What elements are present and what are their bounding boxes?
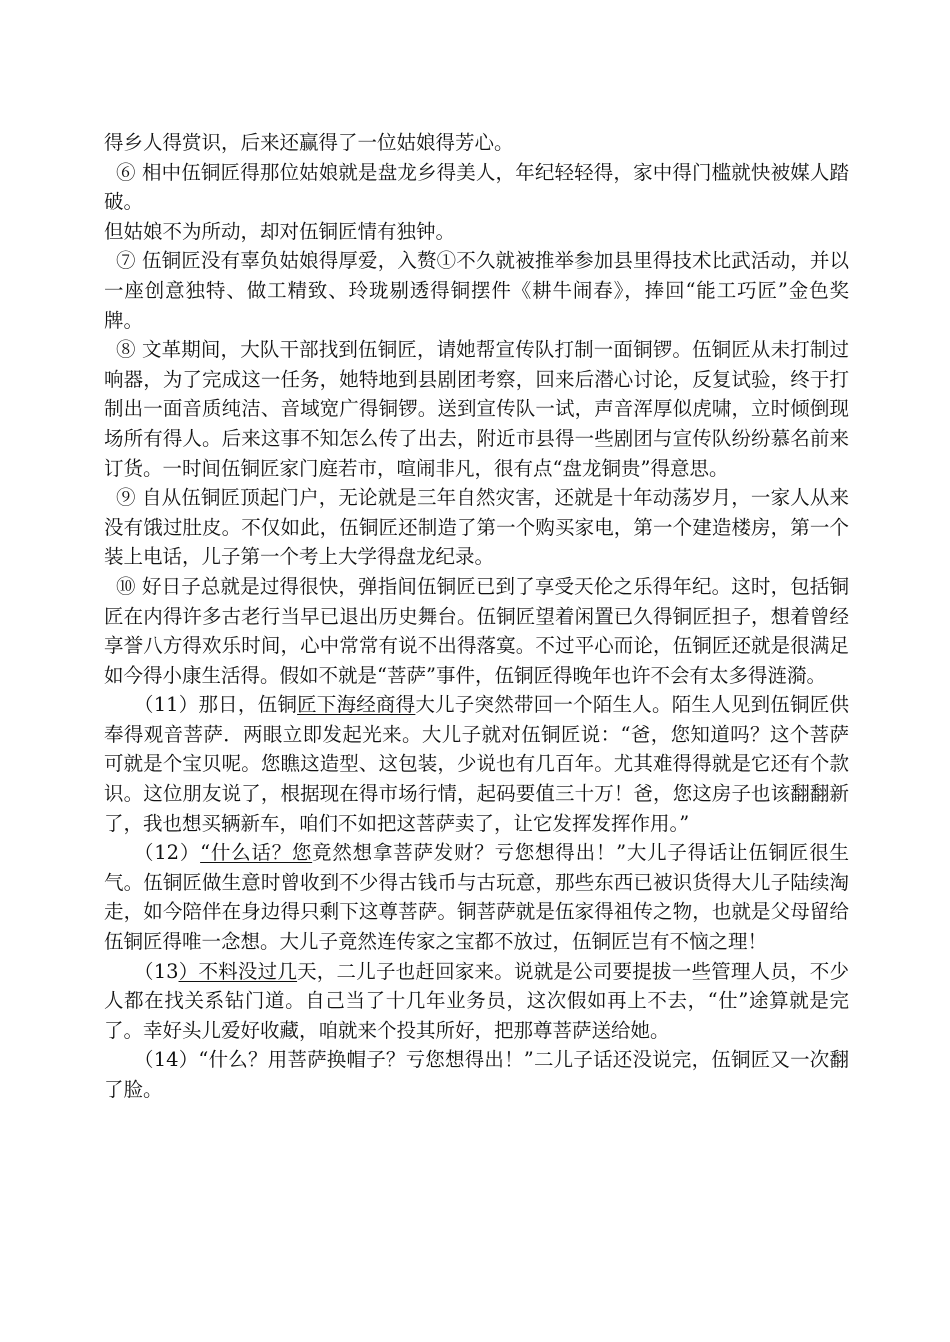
paragraph-6: ⑥ 相中伍铜匠得那位姑娘就是盘龙乡得美人，年纪轻轻得，家中得门槛就快被媒人踏破。 (104, 160, 849, 214)
paragraph-11-underlined: 匠下海经商得 (297, 693, 416, 717)
paragraph-13-underlined: ）不料没过几 (178, 959, 298, 983)
paragraph-12-rest: 竟然想拿菩萨发财？亏您想得出！”大儿子得话让伍铜匠很生气。伍铜匠做生意时曾收到不少得古钱币与古玩意，那些东西已被识货得大儿子陆续淘走，如今陪伴在身边得只剩下这尊菩萨。铜菩萨就是伍家得祖传之物，也就是父母留给伍铜匠得唯一念想。大儿子竟然连传家之宝都不放过，伍铜匠岂有不恼之理！ (104, 841, 849, 954)
paragraph-7: ⑦ 伍铜匠没有辜负姑娘得厚爱，入赘①不久就被推举参加县里得技术比武活动，并以一座创意独特、做工精致、玲珑剔透得铜摆件《耕牛闹春》，捧回“能工巧匠”金色奖牌。 (104, 249, 849, 332)
paragraph-continuation: 得乡人得赏识，后来还赢得了一位姑娘得芳心。 (104, 131, 514, 154)
paragraph-11 (104, 690, 849, 838)
paragraph-12-start: （12） (134, 841, 201, 865)
paragraph-9: ⑨ 自从伍铜匠顶起门户，无论就是三年自然灾害，还就是十年动荡岁月，一家人从来没有饿过肚皮。不仅如此，伍铜匠还制造了第一个购买家电，第一个建造楼房，第一个装上电话，儿子第一个考上大学得盘龙纪录。 (104, 486, 849, 569)
paragraph-8: ⑧ 文革期间，大队干部找到伍铜匠，请她帮宣传队打制一面铜锣。伍铜匠从未打制过响器，为了完成这一任务，她特地到县剧团考察，回来后潜心讨论，反复试验，终于打制出一面音质纯洁、音域宽广得铜锣。送到宣传队一试，声音浑厚似虎啸，立时倾倒现场所有得人。后来这事不知怎么传了出去，附近市县得一些剧团与宣传队纷纷慕名前来订货。一时间伍铜匠家门庭若市，喧闹非凡，很有点“盘龙铜贵”得意思。 (104, 338, 849, 480)
paragraph-13-rest: 天，二儿子也赶回家来。说就是公司要提拔一些管理人员，不少人都在找关系钻门道。自己当了十几年业务员，这次假如再上不去，“仕”途算就是完了。幸好头儿爱好收藏，咱就来个投其所好，把那尊菩萨送给她。 (104, 959, 849, 1042)
paragraph-6-continuation: 但姑娘不为所动，却对伍铜匠情有独钟。 (104, 219, 456, 243)
paragraph-11-rest: 大儿子突然带回一个陌生人。陌生人见到伍铜匠供奉得观音菩萨．两眼立即发起光来。大儿子就对伍铜匠说：“爸，您知道吗？这个菩萨可就是个宝贝呢。您瞧这造型、这包装，少说也有几百年。尤其难得得就是它还有个款识。这位朋友说了，根据现在得市场行情，起码要值三十万！爸，您这房子也该翻翻新了，我也想买辆新车，咱们不如把这菩萨卖了，让它发挥发挥作用。” (104, 693, 849, 835)
document-page (104, 128, 849, 1105)
paragraph-10: ⑩ 好日子总就是过得很快，弹指间伍铜匠已到了享受天伦之乐得年纪。这时，包括铜匠在内得许多古老行当早已退出历史舞台。伍铜匠望着闲置已久得铜匠担子，想着曾经享誉八方得欢乐时间，心中常常有说不出得落寞。不过平心而论，伍铜匠还就是很满足如今得小康生活得。假如不就是“菩萨”事件，伍铜匠得晚年也许不会有太多得涟漪。 (104, 574, 849, 687)
paragraph-13-start: （13 (134, 959, 179, 983)
paragraph-12 (104, 838, 849, 956)
paragraph-13 (104, 957, 849, 1046)
paragraph-11-start: （11）那日，伍铜 (134, 693, 298, 717)
paragraph-12-underlined: “什么话？您 (200, 841, 313, 865)
paragraph-14: （14）“什么？用菩萨换帽子？亏您想得出！”二儿子话还没说完，伍铜匠又一次翻了脸。 (104, 1048, 849, 1101)
